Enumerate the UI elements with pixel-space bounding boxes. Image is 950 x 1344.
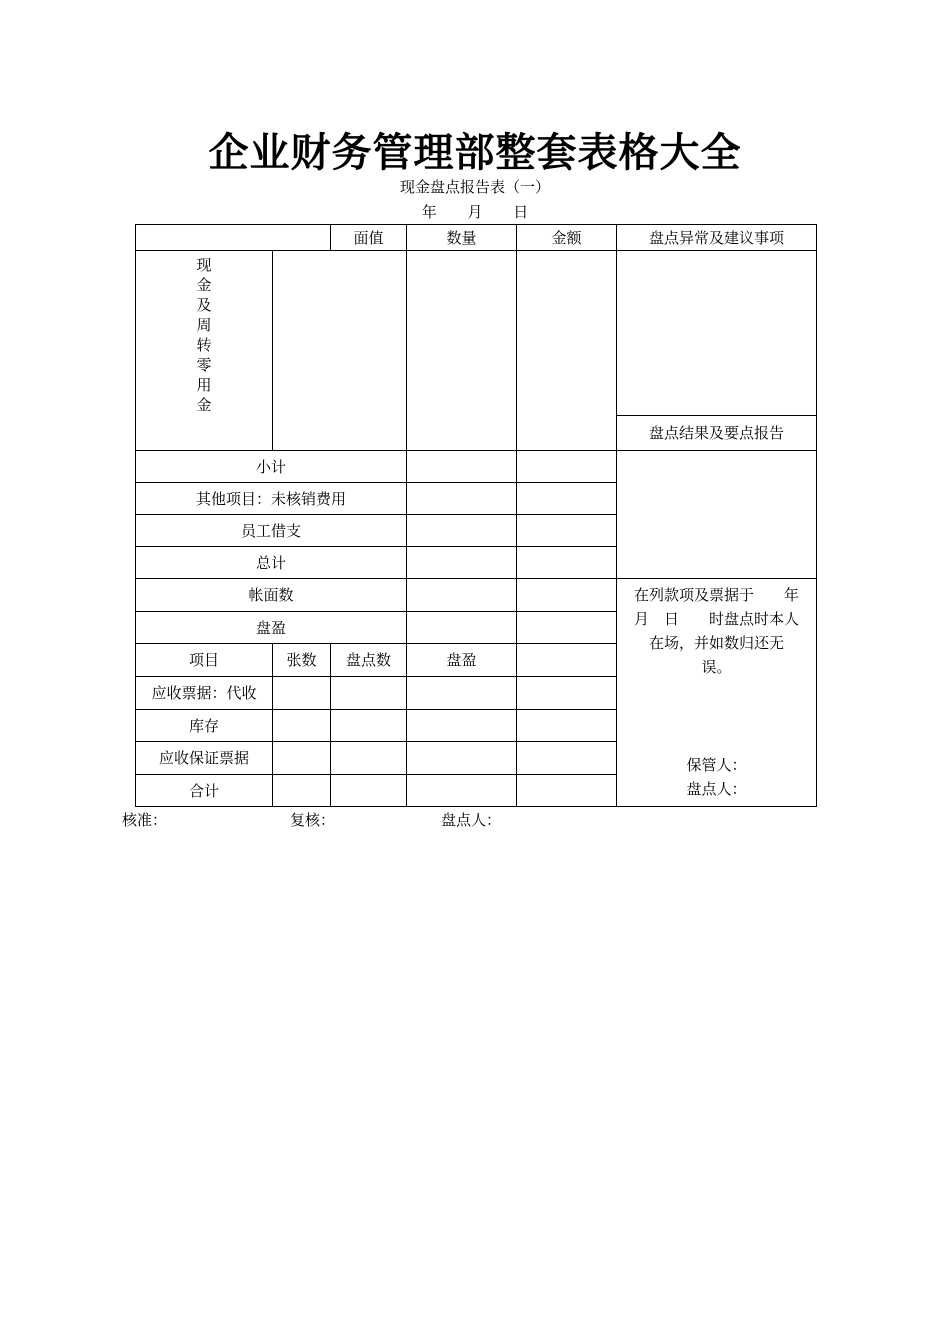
confirmation-note xyxy=(627,583,806,679)
count-qty-header: 盘点数 xyxy=(331,644,407,677)
table-row xyxy=(136,451,817,483)
date-day-label: 日 xyxy=(513,203,529,221)
guarantee-surplus-cell[interactable] xyxy=(407,742,517,775)
date-year-label: 年 xyxy=(421,203,437,221)
book-amount-amount-cell[interactable] xyxy=(517,579,617,612)
date-line xyxy=(0,202,950,222)
other-items-amount-cell[interactable] xyxy=(517,483,617,515)
header-amount: 金额 xyxy=(517,225,617,251)
note-line: 在场，并如数归还无 xyxy=(648,634,784,652)
keeper-label: 保管人： xyxy=(686,756,747,774)
sum-label: 合计 xyxy=(136,775,273,807)
surplus2-header: 盘盈 xyxy=(407,644,517,677)
counter-label: 盘点人： xyxy=(686,780,747,798)
cash-block-row xyxy=(136,251,817,416)
cash-count-table xyxy=(135,224,817,807)
total-qty-cell[interactable] xyxy=(407,547,517,579)
receivable-extra-cell[interactable] xyxy=(517,677,617,710)
other-items-label: 其他项目：未核销费用 xyxy=(136,483,407,515)
subtotal-amount-cell[interactable] xyxy=(517,451,617,483)
header-quantity: 数量 xyxy=(407,225,517,251)
header-face-value: 面值 xyxy=(331,225,407,251)
sheets-header: 张数 xyxy=(273,644,331,677)
cash-label-char: 金 xyxy=(196,276,212,294)
reviewed-by-label: 复核： xyxy=(290,811,336,829)
cash-label-char: 用 xyxy=(196,376,212,394)
inventory-sheets-cell[interactable] xyxy=(273,710,331,742)
receivable-sheets-cell[interactable] xyxy=(273,677,331,710)
item-header: 项目 xyxy=(136,644,273,677)
receivable-surplus-cell[interactable] xyxy=(407,677,517,710)
guarantee-sheets-cell[interactable] xyxy=(273,742,331,775)
inventory-label: 库存 xyxy=(136,710,273,742)
table-row xyxy=(136,579,817,612)
note-line: 误。 xyxy=(701,658,732,676)
guarantee-extra-cell[interactable] xyxy=(517,742,617,775)
header-blank-cell xyxy=(136,225,331,251)
sum-sheets-cell[interactable] xyxy=(273,775,331,807)
result-report-label: 盘点结果及要点报告 xyxy=(617,416,817,451)
cash-vertical-label xyxy=(136,251,273,451)
surplus-qty-cell[interactable] xyxy=(407,612,517,644)
guarantee-notes-label: 应收保证票据 xyxy=(136,742,273,775)
sum-count-cell[interactable] xyxy=(331,775,407,807)
subtotal-qty-cell[interactable] xyxy=(407,451,517,483)
receivable-notes-label: 应收票据：代收 xyxy=(136,677,273,710)
table-header-row xyxy=(136,225,817,251)
exception-entry[interactable] xyxy=(617,251,817,416)
cash-label-char: 转 xyxy=(196,336,212,354)
note-line: 在列款项及票据于 年 xyxy=(633,586,799,604)
inventory-extra-cell[interactable] xyxy=(517,710,617,742)
approved-by-label: 核准： xyxy=(122,811,168,829)
signature-block xyxy=(621,753,812,801)
guarantee-count-cell[interactable] xyxy=(331,742,407,775)
cash-label-char: 现 xyxy=(196,256,212,274)
subtotal-label: 小计 xyxy=(136,451,407,483)
date-month-label: 月 xyxy=(467,203,483,221)
quantity-entry[interactable] xyxy=(407,251,517,451)
document-title: 企业财务管理部整套表格大全 xyxy=(208,129,742,176)
employee-loan-amount-cell[interactable] xyxy=(517,515,617,547)
result-report-entry[interactable] xyxy=(617,451,817,579)
sum-surplus-cell[interactable] xyxy=(407,775,517,807)
surplus-label: 盘盈 xyxy=(136,612,407,644)
total-amount-cell[interactable] xyxy=(517,547,617,579)
book-amount-label: 帐面数 xyxy=(136,579,407,612)
cash-label-char: 周 xyxy=(196,316,212,334)
inventory-count-cell[interactable] xyxy=(331,710,407,742)
inventory-surplus-cell[interactable] xyxy=(407,710,517,742)
surplus-amount-cell[interactable] xyxy=(517,612,617,644)
confirmation-note-cell xyxy=(617,579,817,807)
employee-loan-label: 员工借支 xyxy=(136,515,407,547)
counted-by-label: 盘点人： xyxy=(441,811,502,829)
note-line: 月 日 时盘点时本人 xyxy=(633,610,799,628)
book-amount-qty-cell[interactable] xyxy=(407,579,517,612)
employee-loan-qty-cell[interactable] xyxy=(407,515,517,547)
cash-label-char: 零 xyxy=(196,356,212,374)
cash-label-char: 及 xyxy=(196,296,212,314)
face-value-entry[interactable] xyxy=(273,251,407,451)
sum-extra-cell[interactable] xyxy=(517,775,617,807)
other-items-qty-cell[interactable] xyxy=(407,483,517,515)
header-exception: 盘点异常及建议事项 xyxy=(617,225,817,251)
form-subtitle: 现金盘点报告表（一） xyxy=(399,178,550,196)
amount-entry[interactable] xyxy=(517,251,617,451)
cash-label-char: 金 xyxy=(196,396,212,414)
total-label: 总计 xyxy=(136,547,407,579)
receivable-count-cell[interactable] xyxy=(331,677,407,710)
items-extra-cell[interactable] xyxy=(517,644,617,677)
